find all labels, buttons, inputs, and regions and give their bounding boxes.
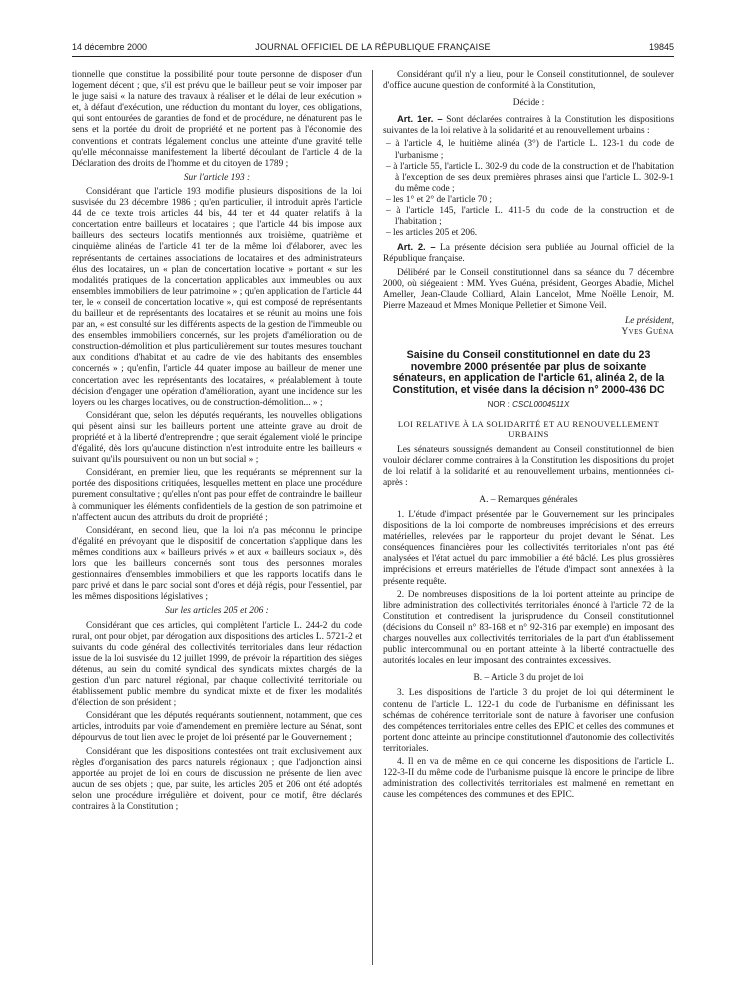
nor-code: CSCL0004511X — [512, 400, 570, 410]
provision-list — [383, 139, 674, 239]
section-b-heading: B. – Article 3 du projet de loi — [473, 673, 584, 684]
left-column — [72, 70, 362, 815]
paragraph: Considérant que l'article 193 modifie plusieurs dispositions de la loi susvisée du 23 décembre 1986 ; qu'en particulier, il introduit après l'article 44 de ce texte trois articles 44 bis, 44 ter et 44 quater relatifs à la concertation entre bailleurs et locataires ; que l'article 44 bis impose aux bailleurs des secteurs locatifs mentionnés aux troisième, quatrième et cinquième alinéas de l'article 41 ter de la même loi d'élaborer, avec les représentants de certaines associations de locataires et des administrateurs élus des locataires, un « plan de concertation locative » portant « sur les modalités pratiques de la concertation applicables aux immeubles ou aux ensembles immobiliers de leur patrimoine » ; qu'en application de l'article 44 ter, le « conseil de concertation locative », qui est composé de représentants du bailleur et de représentants des locataires et se réunit au moins une fois par an, « est consulté sur les différents aspects de la gestion de l'immeuble ou des ensembles immobiliers concernés, sur les projets d'amélioration ou de construction-démolition et plus particulièrement sur toutes mesures touchant aux conditions d'habitat et au cadre de vie des habitants des ensembles concernés » ; qu'enfin, l'article 44 quater impose au bailleur de mener une concertation avec les représentants des locataires, « préalablement à toute décision d'engager une opération d'amélioration, ayant une incidence sur les loyers ou les charges locatives, ou de construction-démolition... » ; — [72, 186, 362, 408]
header-page-number: 19845 — [648, 42, 674, 52]
header-journal-title: JOURNAL OFFICIEL DE LA RÉPUBLIQUE FRANÇAISE — [255, 42, 491, 52]
list-item: – les 1° et 2° de l'article 70 ; — [386, 194, 493, 205]
article-1-text: Sont déclarées contraires à la Constitution les dispositions suivantes de la loi relative à la solidarité et au renouvellement urbains : — [383, 115, 675, 137]
paragraph: Considérant que les députés requérants soutiennent, notamment, que ces articles, introduits par voie d'amendement en première lecture au Sénat, sont dépourvus de tout lien avec le projet de loi présenté par le Gouvernement ; — [72, 711, 362, 744]
paragraph: Considérant, en premier lieu, que les requérants se méprennent sur la portée des dispositions critiquées, lesquelles mettent en place une procédure purement consultative ; qu'elles n'ont pas pour effet de contraindre le bailleur à communiquer les éléments confidentiels de la gestion de son patrimoine et n'affectent aucun des attributs du droit de propriété ; — [72, 468, 362, 523]
paragraph: Considérant que les dispositions contestées ont trait exclusivement aux règles d'organisation des parcs naturels régionaux ; que l'adjonction ainsi apportée au projet de loi en cours de discussion ne présente de lien avec aucun de ses objets ; que, par suite, les articles 205 et 206 ont été adoptés selon une procédure irrégulière et doivent, pour ce motif, être déclarés contraires à la Constitution ; — [72, 746, 362, 812]
paragraph: 4. Il en va de même en ce qui concerne les dispositions de l'article L. 122-3-II du même code de l'urbanisme puisque là encore le principe de libre administration des collectivités territoriales est malmené en remettant en cause les compétences des communes et des EPIC. — [383, 756, 674, 801]
paragraph: Considérant, en second lieu, que la loi n'a pas méconnu le principe d'égalité en prévoyant que le dispositif de concertation s'applique dans les mêmes conditions aux « bailleurs privés » et aux « bailleurs sociaux », dès lors que les bailleurs concernés sont tous des personnes morales gestionnaires d'ensembles immobiliers et que les rapports locatifs dans le parc privé et dans le parc social sont d'ores et déjà régis, pour l'essentiel, par les mêmes dispositions législatives ; — [72, 525, 362, 603]
article-2 — [383, 241, 674, 265]
nor-reference — [383, 399, 674, 410]
paragraph: Les sénateurs soussignés demandent au Conseil constitutionnel de bien vouloir déclarer comme contraires à la Constitution les dispositions du projet de loi relatif à la solidarité et au renouvellement urbains, mentionnées ci-après : — [383, 444, 674, 488]
article-2-label: Art. 2. – — [397, 241, 436, 253]
decide-heading: Décide : — [512, 98, 545, 109]
right-column — [383, 70, 674, 803]
law-title: LOI RELATIVE À LA SOLIDARITÉ ET AU RENOUVELLEMENT URBAINS — [397, 418, 660, 440]
paragraph: Considérant qu'il n'y a lieu, pour le Conseil constitutionnel, de soulever d'office aucune question de conformité à la Constitution, — [383, 70, 674, 92]
column-separator — [372, 70, 373, 965]
saisine-heading: Saisine du Conseil constitutionnel en date du 23 novembre 2000 présentée par plus de soixante sénateurs, en application de l'article 61, alinéa 2, de la Constitution, et visée dans la décision n° 2000-436 DC — [392, 349, 665, 396]
section-a-heading: A. – Remarques générales — [479, 494, 578, 505]
article-2-text: La présente décision sera publiée au Journal officiel de la République française. — [383, 243, 675, 265]
paragraph: 3. Les dispositions de l'article 3 du projet de loi qui déterminent le contenu de l'article L. 122-1 du code de l'urbanisme en définissant les schémas de cohérence territoriale sont de nature à favoriser une confusion des compétences territoriales entre celles des EPIC et celles des communes et portent donc atteinte au principe constitutionnel d'autonomie des collectivités territoriales. — [383, 688, 674, 754]
paragraph: 1. L'étude d'impact présentée par le Gouvernement sur les principales dispositions de la loi comporte de nombreuses imprécisions et des erreurs matérielles, relevées par le rapporteur du projet devant le Sénat. Les conséquences financières pour les collectivités territoriales n'ont pas été analysées et l'état actuel du parc immobilier a été bâclé. Les plus grossières imprécisions et erreurs matérielles de l'étude d'impact sont annexées à la présente requête. — [383, 510, 674, 587]
article-1 — [383, 113, 674, 137]
paragraph: Délibéré par le Conseil constitutionnel dans sa séance du 7 décembre 2000, où siégeaient : MM. Yves Guéna, président, Georges Abadie, Michel Ameller, Jean-Claude Colliard, Alain Lancelot, Mme Noëlle Lenoir, M. Pierre Mazeaud et Mmes Monique Pelletier et Simone Veil. — [383, 267, 674, 311]
header-rule — [72, 56, 674, 57]
list-item: – à l'article 55, l'article L. 302-9 du code de la construction et de l'habitation à l'exception de ses deux premières phrases ainsi que l'article L. 302-9-1 du même code ; — [386, 161, 674, 194]
paragraph: Considérant que, selon les députés requérants, les nouvelles obligations qui pèsent ainsi sur les bailleurs portent une atteinte grave au droit de propriété et à la liberté d'entreprendre ; que serait également violé le principe d'égalité, dès lors qu'aucune distinction n'est introduite entre les bailleurs « suivant qu'ils poursuivent ou non un but social » ; — [72, 410, 362, 466]
list-item: – à l'article 145, l'article L. 411-5 du code de la construction et de l'habitation ; — [386, 206, 674, 228]
signature-name: Yves Guéna — [621, 326, 674, 337]
list-item: – à l'article 4, le huitième alinéa (3°) de l'article L. 123-1 du code de l'urbanisme ; — [386, 139, 674, 161]
nor-label: NOR : — [487, 400, 510, 410]
signature-title: Le président, — [625, 315, 674, 326]
article-1-label: Art. 1er. – — [397, 113, 443, 125]
paragraph: Considérant que ces articles, qui complètent l'article L. 244-2 du code rural, ont pour objet, par dérogation aux dispositions des articles L. 5721-2 et suivants du code général des collectivités territoriales dans leur rédaction issue de la loi susvisée du 12 juillet 1999, de prévoir la répartition des sièges détenus, au sein du comité syndical des syndicats mixtes chargés de la gestion d'un parc naturel régional, par chaque collectivité territoriale ou établissement public membre du syndicat mixte et de fixer les modalités d'élection de son président ; — [72, 620, 362, 709]
paragraph: tionnelle que constitue la possibilité pour toute personne de disposer d'un logement décent ; que, s'il est prévu que le bailleur peut se voir imposer par le juge saisi « la nature des travaux à réaliser et le délai de leur exécution » et, à défaut d'exécution, une réduction du montant du loyer, ces obligations, qui sont entourées de garanties de fond et de procédure, ne dénaturent pas le sens et la portée du droit de propriété et ne portent pas à l'économie des conventions et contrats légalement conclus une atteinte d'une gravité telle qu'elle méconnaisse manifestement la liberté découlant de l'article 4 de la Déclaration des droits de l'homme et du citoyen de 1789 ; — [72, 70, 362, 169]
page-header — [72, 42, 674, 56]
list-item: – les articles 205 et 206. — [386, 228, 478, 239]
section-heading: Sur l'article 193 : — [183, 172, 251, 183]
header-date: 14 décembre 2000 — [72, 42, 148, 52]
paragraph: 2. De nombreuses dispositions de la loi portent atteinte au principe de libre administration des collectivités territoriales énoncé à l'article 72 de la Constitution et contredisent la jurisprudence du Conseil constitutionnel (décisions du Conseil n° 83-168 et n° 92-316 par exemple) en imposant des charges nouvelles aux collectivités territoriales de la part d'un établissement public intercommunal ou en portant atteinte à la liberté contractuelle des autorités locales en leur imposant des contraintes excessives. — [383, 589, 674, 667]
section-heading: Sur les articles 205 et 206 : — [165, 606, 269, 617]
